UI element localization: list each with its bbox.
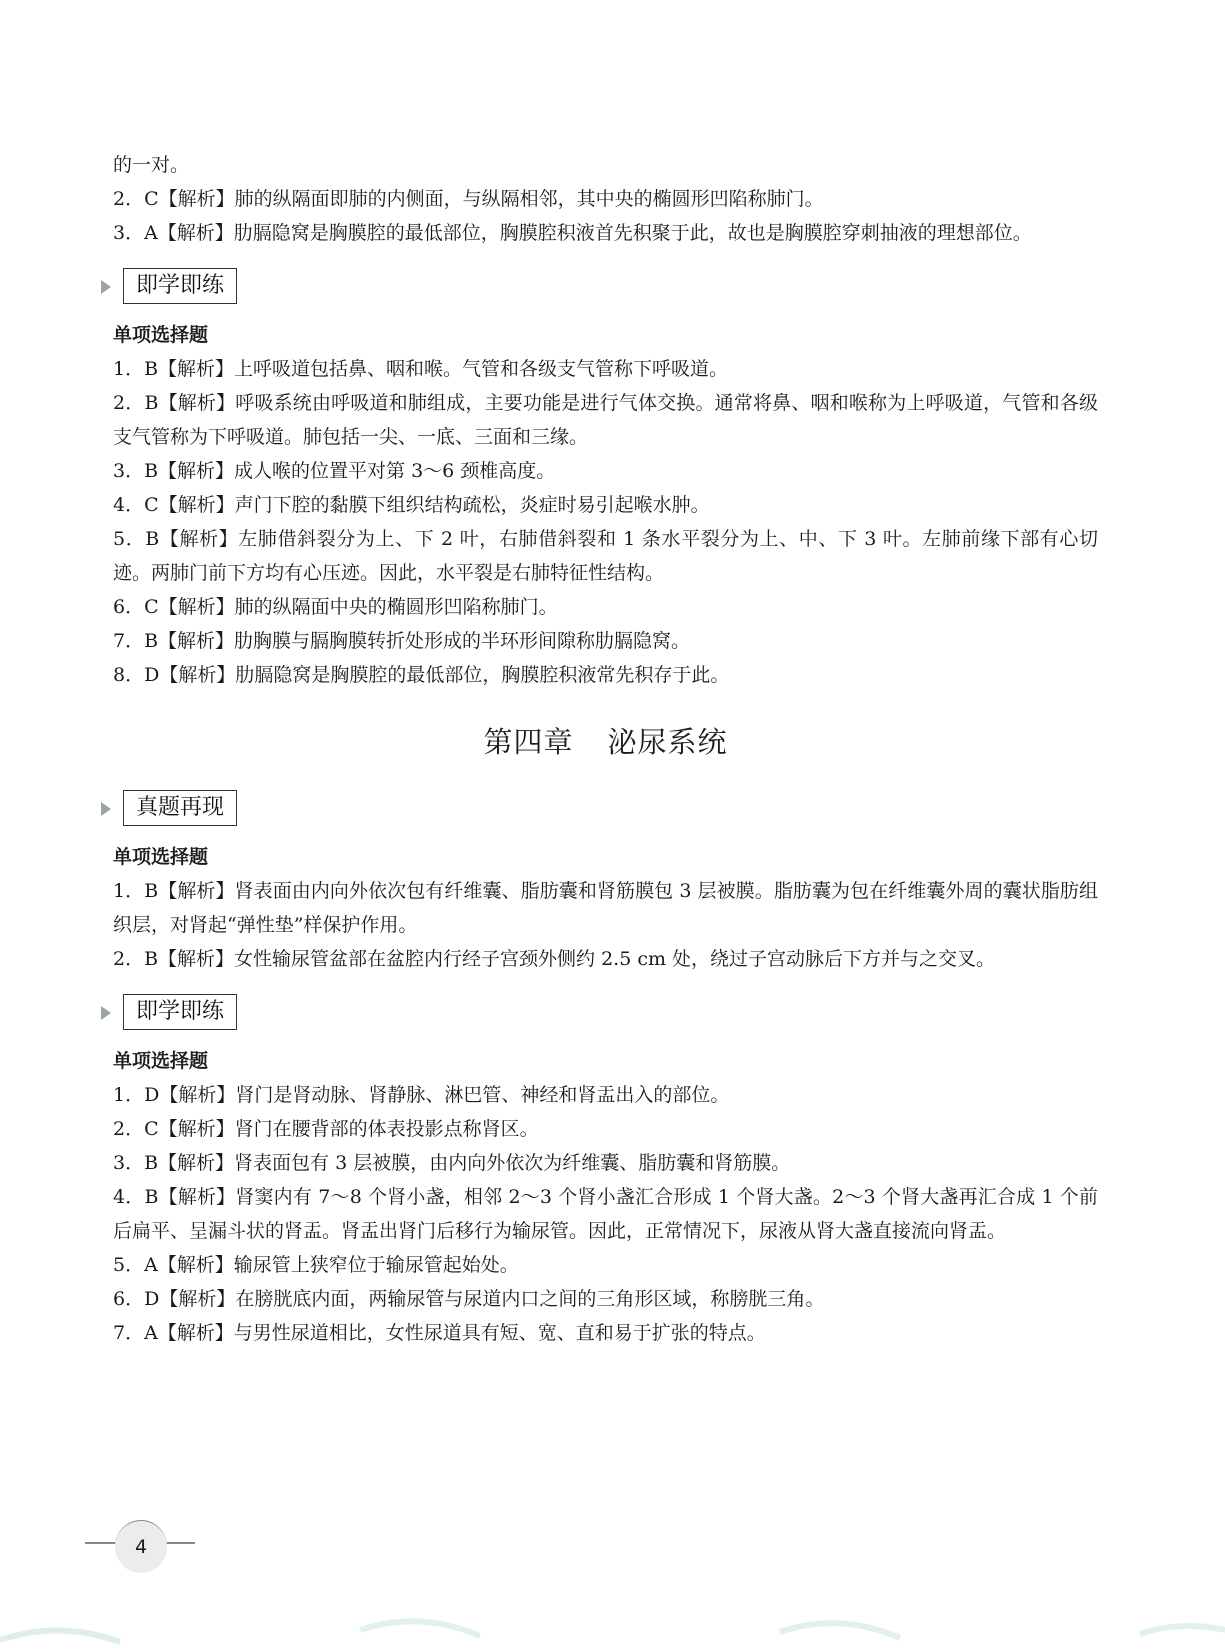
footer-decoration (0, 1600, 1225, 1650)
chapter-title (113, 722, 1098, 762)
answer-item: 3．B【解析】成人喉的位置平对第 3～6 颈椎高度。 (113, 460, 556, 482)
question-type-heading: 单项选择题 (113, 846, 209, 868)
intro-line: 3．A【解析】肋膈隐窝是胸膜腔的最低部位，胸膜腔积液首先积聚于此，故也是胸膜腔穿刺抽液的理想部位。 (113, 222, 1032, 244)
answer-item: 2．B【解析】女性输尿管盆部在盆腔内行经子宫颈外侧约 2.5 cm 处，绕过子宫动脉后下方并与之交叉。 (113, 948, 996, 970)
triangle-marker-icon (101, 802, 111, 816)
section-title: 真题再现 (123, 790, 237, 826)
answer-item: 4．B【解析】肾窦内有 7～8 个肾小盏，相邻 2～3 个肾小盏汇合形成 1 个肾大盏。2～3 个肾大盏再汇合成 1 个前后扁平、呈漏斗状的肾盂。肾盂出肾门后移行为输尿管。因此，正常情况下，尿液从肾大盏直接流向肾盂。 (113, 1186, 1098, 1242)
section-title: 即学即练 (123, 994, 237, 1030)
question-type-heading: 单项选择题 (113, 324, 209, 346)
page-content (113, 148, 1098, 1350)
section-title: 即学即练 (123, 268, 237, 304)
question-type-heading: 单项选择题 (113, 1050, 209, 1072)
answer-item: 5．B【解析】左肺借斜裂分为上、下 2 叶，右肺借斜裂和 1 条水平裂分为上、中、下 3 叶。左肺前缘下部有心切迹。两肺门前下方均有心压迹。因此，水平裂是右肺特征性结构。 (113, 528, 1098, 584)
page-number-rule-left (85, 1542, 117, 1544)
answer-item: 5．A【解析】输尿管上狭窄位于输尿管起始处。 (113, 1254, 519, 1276)
section-header (113, 268, 1098, 306)
answer-item: 2．B【解析】呼吸系统由呼吸道和肺组成，主要功能是进行气体交换。通常将鼻、咽和喉称为上呼吸道，气管和各级支气管称为下呼吸道。肺包括一尖、一底、三面和三缘。 (113, 392, 1098, 448)
intro-line: 的一对。 (113, 154, 190, 176)
section-header (113, 790, 1098, 828)
answer-item: 6．C【解析】肺的纵隔面中央的椭圆形凹陷称肺门。 (113, 596, 558, 618)
chapter-name: 泌尿系统 (607, 725, 728, 759)
page-number-rule-right (165, 1542, 195, 1544)
answer-item: 3．B【解析】肾表面包有 3 层被膜，由内向外依次为纤维囊、脂肪囊和肾筋膜。 (113, 1152, 791, 1174)
answer-item: 8．D【解析】肋膈隐窝是胸膜腔的最低部位，胸膜腔积液常先积存于此。 (113, 664, 730, 686)
intro-line: 2．C【解析】肺的纵隔面即肺的内侧面，与纵隔相邻，其中央的椭圆形凹陷称肺门。 (113, 188, 824, 210)
triangle-marker-icon (101, 280, 111, 294)
answer-item: 2．C【解析】肾门在腰背部的体表投影点称肾区。 (113, 1118, 539, 1140)
answer-item: 7．B【解析】肋胸膜与膈胸膜转折处形成的半环形间隙称肋膈隐窝。 (113, 630, 691, 652)
page-number: 4 (115, 1520, 167, 1573)
page-number-badge (85, 1520, 205, 1580)
answer-item: 1．D【解析】肾门是肾动脉、肾静脉、淋巴管、神经和肾盂出入的部位。 (113, 1084, 730, 1106)
triangle-marker-icon (101, 1006, 111, 1020)
answer-item: 6．D【解析】在膀胱底内面，两输尿管与尿道内口之间的三角形区域，称膀胱三角。 (113, 1288, 825, 1310)
answer-item: 7．A【解析】与男性尿道相比，女性尿道具有短、宽、直和易于扩张的特点。 (113, 1322, 766, 1344)
answer-item: 1．B【解析】肾表面由内向外依次包有纤维囊、脂肪囊和肾筋膜包 3 层被膜。脂肪囊为包在纤维囊外周的囊状脂肪组织层，对肾起“弹性垫”样保护作用。 (113, 880, 1098, 936)
chapter-number: 第四章 (483, 725, 574, 759)
section-header (113, 994, 1098, 1032)
answer-item: 1．B【解析】上呼吸道包括鼻、咽和喉。气管和各级支气管称下呼吸道。 (113, 358, 729, 380)
answer-item: 4．C【解析】声门下腔的黏膜下组织结构疏松，炎症时易引起喉水肿。 (113, 494, 710, 516)
